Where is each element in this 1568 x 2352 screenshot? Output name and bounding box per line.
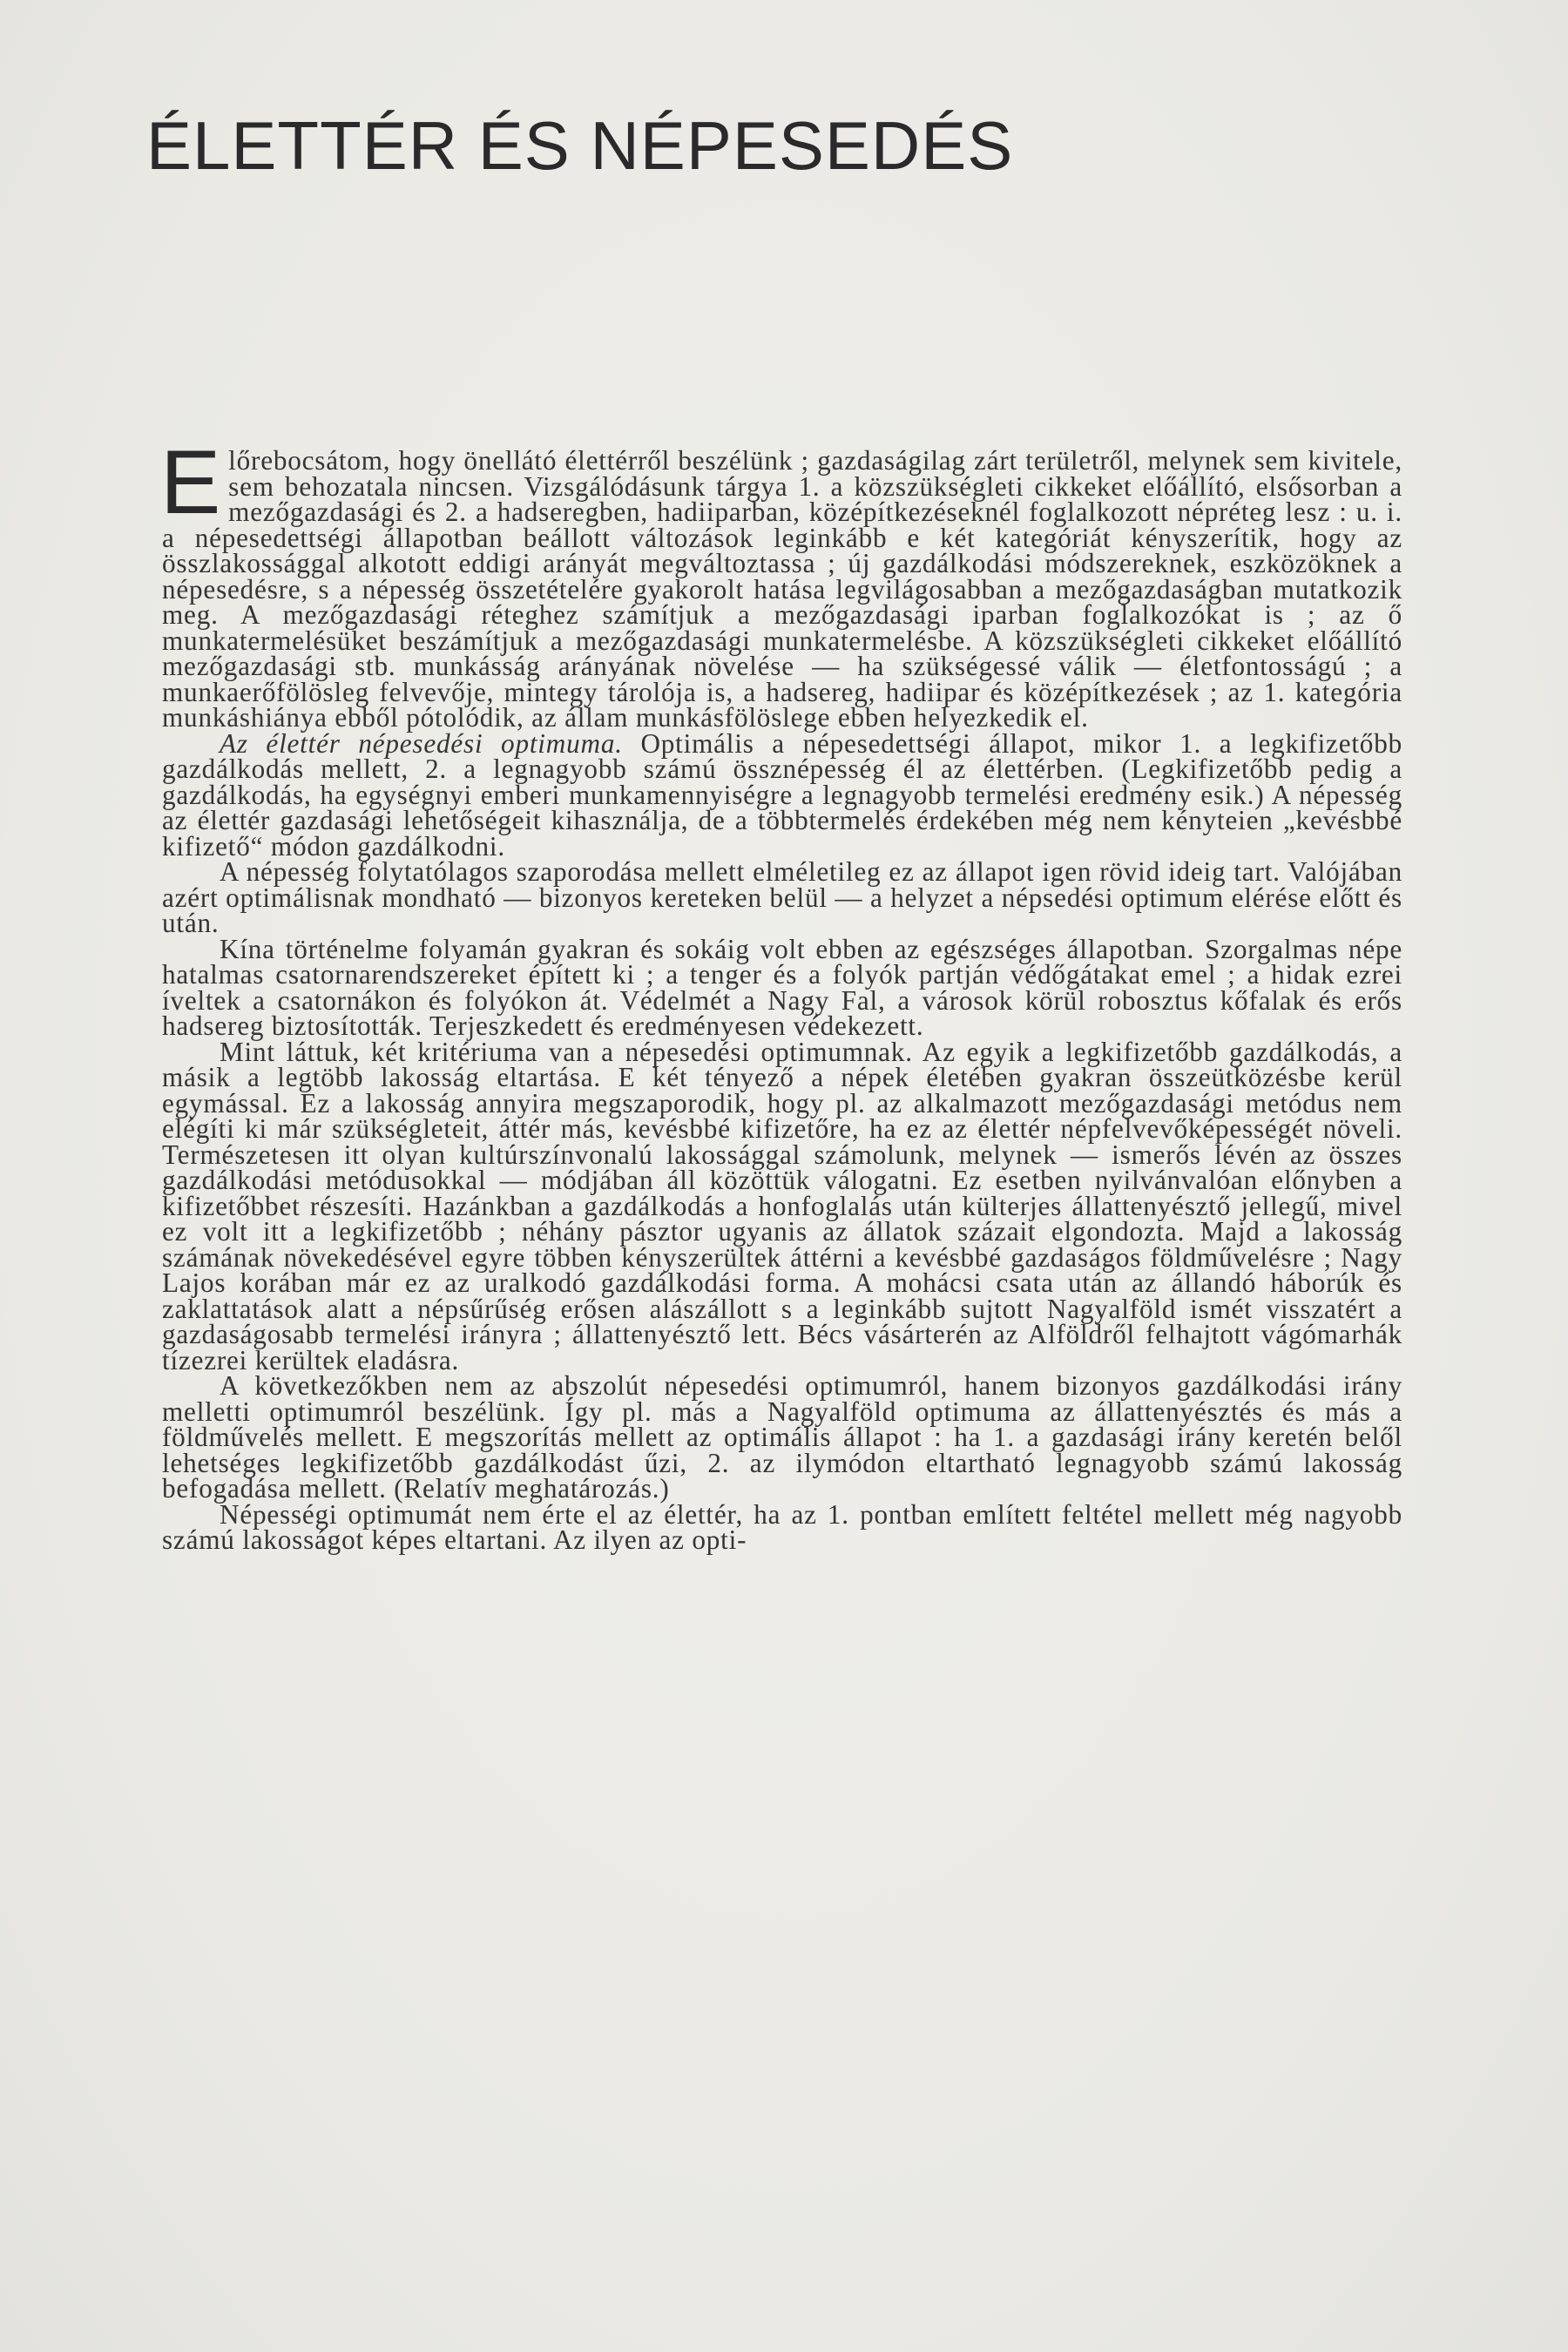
drop-cap: E (160, 432, 222, 533)
paragraph-population-growth: A népesség folytatólagos szaporodása mellett elméletileg ez az állapot igen rövid ideig tart. Valójában azért optimálisnak mondható — bizonyos kereteken belül — a helyzet a népsedési optimum elérése előtt és után. (162, 856, 1402, 938)
paragraph-criteria: Mint láttuk, két kritériuma van a népesedési optimumnak. Az egyik a legkifizetőbb gazdálkodás, a másik a legtöbb lakosság eltartása. E két tényező a népek életében gyakran összeütközésbe kerül egymással. Ez a lakosság annyira megszaporodik, hogy pl. az alkalmazott mezőgazdasági metódus nem elégíti ki már szükségleteit, áttér más, kevésbbé kifizetőre, ha ez az élettér népfelvevőképességét növeli. Természetesen itt olyan kultúrszínvonalú lakossággal számolunk, melynek — ismerős lévén az összes gazdálkodási metódusokkal — módjában áll közöttük válogatni. Ez esetben nyilvánvalóan előnyben a kifizetőbbet részesíti. Hazánkban a gazdálkodás a honfoglalás után külterjes állattenyésztő jellegű, mivel ez volt itt a legkifizetőbb ; néhány pásztor ugyanis az állatok százait elgondozta. Majd a lakosság számának növekedésével egyre többen kényszerültek áttérni a kevésbbé gazdaságos földművelésre ; Nagy Lajos korában már ez az uralkodó gazdálkodási forma. A mohácsi csata után az állandó háborúk és zaklattatások alatt a népsűrűség erősen alászállott s a leginkább sujtott Nagyalföld ismét visszatért a gazdaságosabb termelési irányra ; állattenyésztő lett. Bécs vásárterén az Alföldről felhajtott vágómarhák tízezrei kerültek eladásra. (162, 1036, 1402, 1375)
page-title: ÉLETTÉR ÉS NÉPESEDÉS (146, 107, 1014, 184)
section-heading-italic: Az élettér népesedési optimuma. (220, 727, 623, 759)
paragraph-relative-optimum: A következőkben nem az abszolút népesedési optimumról, hanem bizonyos gazdálkodási irány melletti optimumról beszélünk. Így pl. más a Nagyalföld optimuma az állattenyésztés és más a földművelés mellett. E megszorítás mellett az optimális állapot : ha 1. a gazdasági irány keretén belől lehetséges legkifizetőbb gazdálkodást űzi, 2. az ilymódon eltartható legnagyobb számú lakosság befogadása mellett. (Relatív meghatározás.) (162, 1370, 1402, 1504)
paragraph-optimum-definition (162, 727, 1402, 862)
paragraph-china: Kína történelme folyamán gyakran és sokáig volt ebben az egészséges állapotban. Szorgalmas népe hatalmas csatornarendszereket épített ki ; a tenger és a folyók partján védőgátakat emel ; a hidak ezrei íveltek a csatornákon és folyókon át. Védelmét a Nagy Fal, a városok körül robosztus kőfalak és erős hadsereg biztosították. Terjeszkedett és eredményesen védekezett. (162, 933, 1402, 1041)
paragraph-not-reached: Népességi optimumát nem érte el az élettér, ha az 1. pontban említett feltétel mellett még nagyobb számú lakosságot képes eltartani. Az ilyen az opti- (162, 1498, 1402, 1555)
paragraph-intro-text: lőrebocsátom, hogy önellátó élettérről beszélünk ; gazdaságilag zárt területről, melynek sem kivitele, sem behozatala nincsen. Vizsgálódásunk tárgya 1. a közszükségleti cikkeket előállító, elsősorban a mezőgazdasági és 2. a hadseregben, hadiiparban, középítkezéseknél foglalkozott népréteg lesz : u. i. a népesedettségi állapotban beállott változások leginkább e két kategóriát kényszerítik, hogy az összlakossággal alkotott eddigi arányát megváltoztassa ; új gazdálkodási módszereknek, eszközöknek a népesedésre, s a népesség összetételére gyakorolt hatása legvilágosabban a mezőgazdaságban mutatkozik meg. A mezőgazdasági réteghez számítjuk a mezőgazdasági iparban foglalkozókat is ; az ő munkatermelésüket beszámítjuk a mezőgazdasági munkatermelésbe. A közszükségleti cikkeket előállító mezőgazdasági stb. munkásság arányának növelése — ha szükségessé válik — életfontosságú ; a munkaerőfölösleg felvevője, mintegy tárolója is, a hadsereg, hadiipar és középítkezések ; az 1. kategória munkáshiánya ebből pótolódik, az állam munkásfölöslege ebben helyezkedik el. (162, 445, 1402, 733)
paragraph-intro (160, 432, 1402, 733)
article-body (160, 432, 1402, 1555)
paragraph-optimum-text: Optimális a népesedettségi állapot, mikor 1. a legkifizetőbb gazdálkodás mellett, 2. a legnagyobb számú össznépesség él az élettérben. (Legkifizetőbb pedig a gazdálkodás, ha egységnyi emberi munkamennyiségre a legnagyobb termelési eredmény esik.) A népesség az élettér gazdasági lehetőségeit kihasználja, de a többtermelés érdekében még nem kényteien „kevésbbé kifizető“ módon gazdálkodni. (162, 727, 1402, 862)
